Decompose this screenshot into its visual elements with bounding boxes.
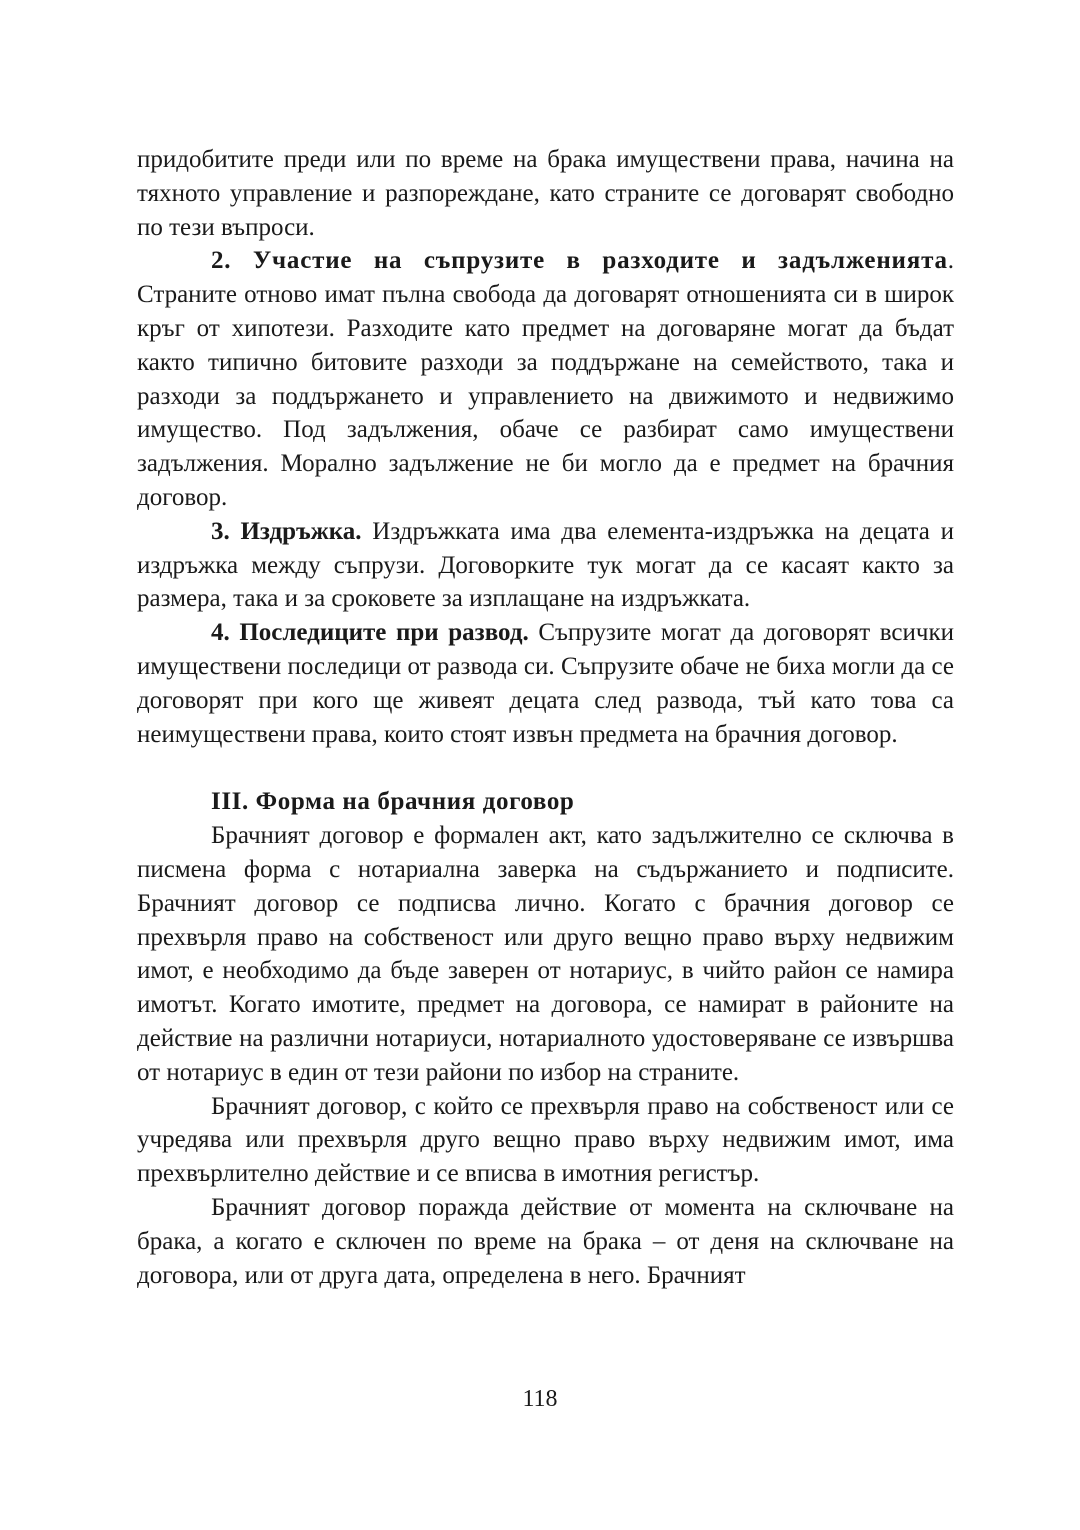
paragraph-maintenance (137, 515, 954, 616)
paragraph-transfer: Брачният договор, с който се прехвърля право на собственост или се учредява или прехвърля друго вещно право върху недвижим имот, има прехвърлително действие и се вписва в имотния регистър. (137, 1092, 954, 1188)
section-heading: III. Форма на брачния договор (211, 788, 575, 816)
page-number: 118 (522, 1386, 558, 1412)
paragraph-form: Брачният договор е формален акт, като задължително се сключва в писмена форма с нотариална заверка на съдържанието и подписите. Брачният договор се подписва лично. Когато с брачния договор се прехвърля право на собственост или друго вещно право върху недвижим имот, е необходимо да бъде заверен от нотариус, в чийто район се намира имотът. Когато имотите, предмет на договора, се намират в районите на действие на различни нотариуси, нотариалното удостоверяване се извършва от нотариус в един от тези райони по избор на страните. (137, 822, 954, 1086)
paragraph-divorce-text: Съпрузите могат да договорят всички имуществени последици от развода си. Съпрузите обаче не биха могли да се договорят при кого ще живеят децата след развода, тъй като това са неимуществени права, които стоят извън предмета на брачния договор. (137, 619, 954, 748)
paragraph-maintenance-text: Издръжката има два елемента-издръжка на децата и издръжка между съпрузи. Договорките тук могат да се касаят както за размера, така и за сроковете за изплащане на издръжката. (137, 517, 954, 613)
page-body (137, 143, 954, 1292)
paragraph-expenses-title: 2. Участие на съпрузите в разходите и задълженията (211, 247, 948, 275)
paragraph-expenses (137, 244, 954, 514)
paragraph-divorce-title: 4. Последиците при развод. (211, 619, 529, 647)
paragraph-effect: Брачният договор поражда действие от момента на сключване на брака, а когато е сключен по време на брака – от деня на сключване на договора, или от друга дата, определена в него. Брачният (137, 1193, 954, 1289)
paragraph-divorce (137, 616, 954, 751)
paragraph-expenses-text: . Страните отново имат пълна свобода да договарят отношенията си в широк кръг от хипотези. Разходите като предмет на договаряне могат да бъдат както типично битовите разходи за поддържане на семейството, така и разходи за поддържането и управлението на движимото и недвижимо имущество. Под задължения, обаче се разбират само имуществени задължения. Морално задължение не би могло да е предмет на брачния договор. (137, 247, 954, 511)
paragraph-maintenance-title: 3. Издръжка. (211, 517, 362, 545)
paragraph-continuation: придобитите преди или по време на брака имуществени права, начина на тяхното управление и разпореждане, като страните се договарят свободно по тези въпроси. (137, 146, 954, 241)
